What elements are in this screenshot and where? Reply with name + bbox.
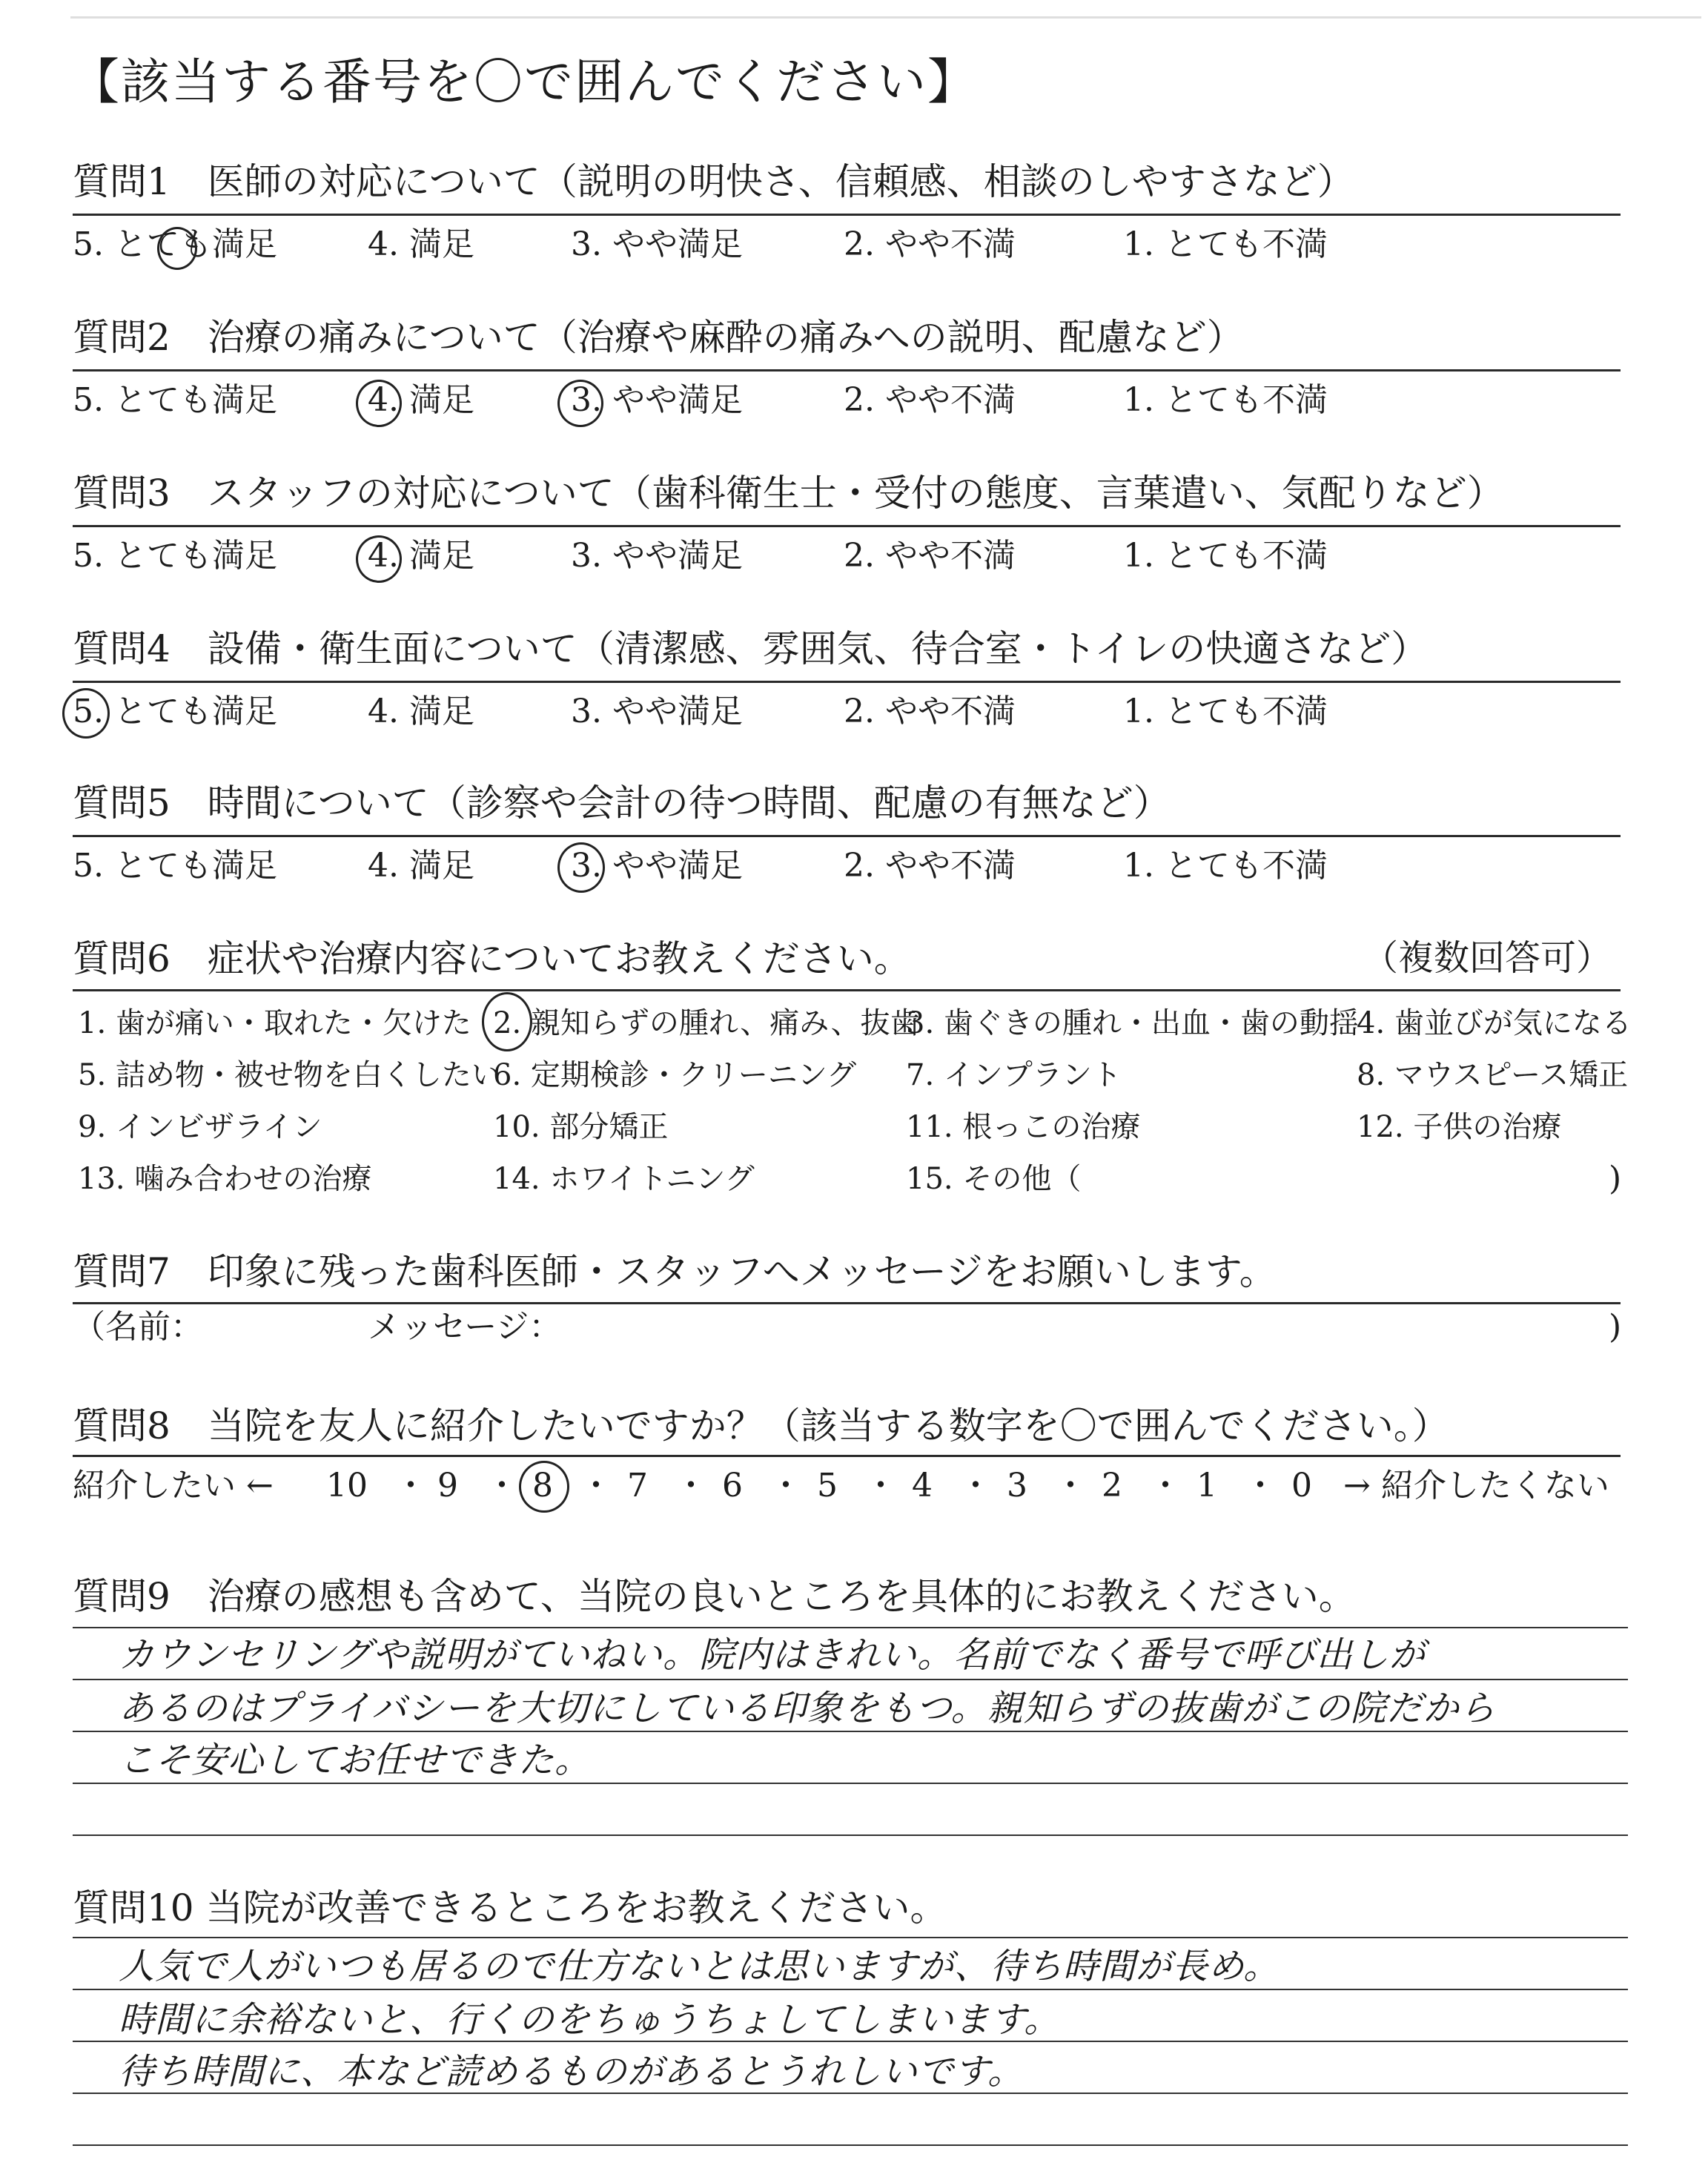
q3-option-3[interactable]: 3. やや満足 [571,537,743,575]
q9-writing-line [73,1783,1628,1784]
q8-number-7[interactable]: 7 [627,1467,648,1505]
q6-item-5[interactable]: 5. 詰め物・被せ物を白くしたい [78,1058,501,1092]
q1-option-5[interactable]: 5. とても満足 [73,225,277,263]
q2-option-1[interactable]: 1. とても不満 [1123,381,1328,419]
q8-separator: ・ [486,1467,518,1505]
q6-multiple-answers-note: （複数回答可） [1363,937,1612,979]
q6-item-4[interactable]: 4. 歯並びが気になる [1357,1006,1632,1040]
q4-option-4[interactable]: 4. 満足 [368,693,474,730]
question-2-title: 質問2 治療の痛みについて（治療や麻酔の痛みへの説明、配慮など） [73,316,1244,359]
q8-separator: ・ [394,1467,427,1505]
q6-item-8[interactable]: 8. マウスピース矯正 [1357,1058,1629,1092]
q9-handwritten-line-3: こそ安心してお任せできた。 [119,1740,592,1781]
q10-writing-line [73,1937,1628,1938]
question-5-rule [73,835,1621,837]
page-heading: 【該当する番号を〇で囲んでください】 [70,53,978,110]
question-8-rule [73,1455,1621,1457]
q7-name-label[interactable]: （名前： [73,1308,203,1346]
q8-separator: ・ [580,1467,612,1505]
question-5-title: 質問5 時間について（診察や会計の待つ時間、配慮の有無など） [73,782,1171,825]
q8-separator: ・ [1054,1467,1087,1505]
q10-writing-line [73,2041,1628,2042]
question-2-rule [73,369,1621,371]
q9-handwritten-line-2: あるのはプライバシーを大切にしている印象をもつ。親知らずの抜歯がこの院だから [119,1688,1496,1729]
question-6-title: 質問6 症状や治療内容についてお教えください。 [73,937,911,980]
q8-separator: ・ [1149,1467,1182,1505]
q4-option-1[interactable]: 1. とても不満 [1123,693,1328,730]
q6-item-10[interactable]: 10. 部分矯正 [493,1110,669,1144]
q10-handwritten-line-3: 待ち時間に、本など読めるものがあるとうれしいです。 [119,2051,1025,2093]
page-top-border [70,16,1701,19]
q5-option-1[interactable]: 1. とても不満 [1123,847,1328,885]
q5-option-4[interactable]: 4. 満足 [368,847,474,885]
q3-option-5[interactable]: 5. とても満足 [73,537,277,575]
question-3-title: 質問3 スタッフの対応について（歯科衛生士・受付の態度、言葉遣い、気配りなど） [73,472,1504,515]
q8-number-0[interactable]: 0 [1291,1467,1312,1505]
q8-number-5[interactable]: 5 [817,1467,838,1505]
q2-option-2[interactable]: 2. やや不満 [844,381,1016,419]
q10-handwritten-line-1: 人気で人がいつも居るので仕方ないとは思いますが、待ち時間が長め。 [119,1946,1280,1987]
q8-separator: ・ [864,1467,897,1505]
q6-item-7[interactable]: 7. インプラント [906,1058,1122,1092]
q8-number-10[interactable]: 10 [326,1467,368,1505]
question-3-rule [73,525,1621,527]
q8-number-6[interactable]: 6 [722,1467,743,1505]
q1-option-4[interactable]: 4. 満足 [368,225,474,263]
q10-handwritten-line-2: 時間に余裕ないと、行くのをちゅうちょしてしまいます。 [119,1999,1061,2041]
q10-writing-line [73,2093,1628,2094]
q3-option-4[interactable]: 4. 満足 [368,537,474,575]
q6-item-14[interactable]: 14. ホワイトニング [493,1162,755,1196]
q10-writing-line [73,2144,1628,2146]
q8-separator: ・ [1244,1467,1277,1505]
q8-number-4[interactable]: 4 [912,1467,933,1505]
q9-writing-line [73,1731,1628,1732]
q3-option-2[interactable]: 2. やや不満 [844,537,1016,575]
q6-item-1[interactable]: 1. 歯が痛い・取れた・欠けた [78,1006,471,1040]
q7-message-label[interactable]: メッセージ： [368,1308,562,1346]
question-7-rule [73,1302,1621,1304]
question-4-title: 質問4 設備・衛生面について（清潔感、雰囲気、待合室・トイレの快適さなど） [73,627,1429,670]
q2-option-3[interactable]: 3. やや満足 [571,381,743,419]
question-8-title: 質問8 当院を友人に紹介したいですか？（該当する数字を〇で囲んでください。） [73,1404,1449,1447]
q9-writing-line [73,1679,1628,1680]
question-1-title: 質問1 医師の対応について（説明の明快さ、信頼感、相談のしやすさなど） [73,160,1354,203]
q8-number-1[interactable]: 1 [1196,1467,1217,1505]
q9-writing-line [73,1627,1628,1628]
q2-option-5[interactable]: 5. とても満足 [73,381,277,419]
question-4-rule [73,681,1621,683]
question-9-title: 質問9 治療の感想も含めて、当院の良いところを具体的にお教えください。 [73,1575,1356,1618]
q9-writing-line [73,1834,1628,1836]
q6-item-3[interactable]: 3. 歯ぐきの腫れ・出血・歯の動揺 [906,1006,1359,1040]
q1-option-1[interactable]: 1. とても不満 [1123,225,1328,263]
q4-option-2[interactable]: 2. やや不満 [844,693,1016,730]
q8-number-8[interactable]: 8 [532,1467,553,1505]
q8-number-9[interactable]: 9 [437,1467,458,1505]
q5-option-5[interactable]: 5. とても満足 [73,847,277,885]
q5-option-3[interactable]: 3. やや満足 [571,847,743,885]
q6-item-15-other[interactable]: 15. その他（ [906,1162,1082,1196]
q1-option-3[interactable]: 3. やや満足 [571,225,743,263]
q10-writing-line [73,1989,1628,1990]
q8-separator: ・ [769,1467,802,1505]
q4-option-5[interactable]: 5. とても満足 [73,693,277,730]
question-7-title: 質問7 印象に残った歯科医師・スタッフへメッセージをお願いします。 [73,1250,1277,1293]
q6-item-12[interactable]: 12. 子供の治療 [1357,1110,1562,1144]
q2-option-4[interactable]: 4. 満足 [368,381,474,419]
q4-option-3[interactable]: 3. やや満足 [571,693,743,730]
q8-number-3[interactable]: 3 [1007,1467,1027,1505]
q3-option-1[interactable]: 1. とても不満 [1123,537,1328,575]
q6-item-9[interactable]: 9. インビザライン [78,1110,322,1144]
question-6-rule [73,989,1621,991]
q8-separator: ・ [675,1467,707,1505]
q6-item-2[interactable]: 2. 親知らずの腫れ、痛み、抜歯 [493,1006,920,1040]
q1-option-2[interactable]: 2. やや不満 [844,225,1016,263]
q6-other-close-paren: ) [1609,1160,1622,1198]
q6-item-11[interactable]: 11. 根っこの治療 [906,1110,1141,1144]
question-10-title: 質問10 当院が改善できるところをお教えください。 [73,1886,947,1929]
q8-number-2[interactable]: 2 [1102,1467,1122,1505]
q7-close-paren: ) [1609,1308,1622,1346]
q8-separator: ・ [959,1467,992,1505]
q9-handwritten-line-1: カウンセリングや説明がていねい。院内はきれい。名前でなく番号で呼び出しが [119,1634,1426,1676]
q8-right-label: → 紹介したくない [1343,1467,1609,1505]
question-1-rule [73,214,1621,216]
q6-item-6[interactable]: 6. 定期検診・クリーニング [493,1058,857,1092]
q6-item-13[interactable]: 13. 噛み合わせの治療 [78,1162,372,1196]
q5-option-2[interactable]: 2. やや不満 [844,847,1016,885]
q8-left-label: 紹介したい ← [73,1467,274,1505]
